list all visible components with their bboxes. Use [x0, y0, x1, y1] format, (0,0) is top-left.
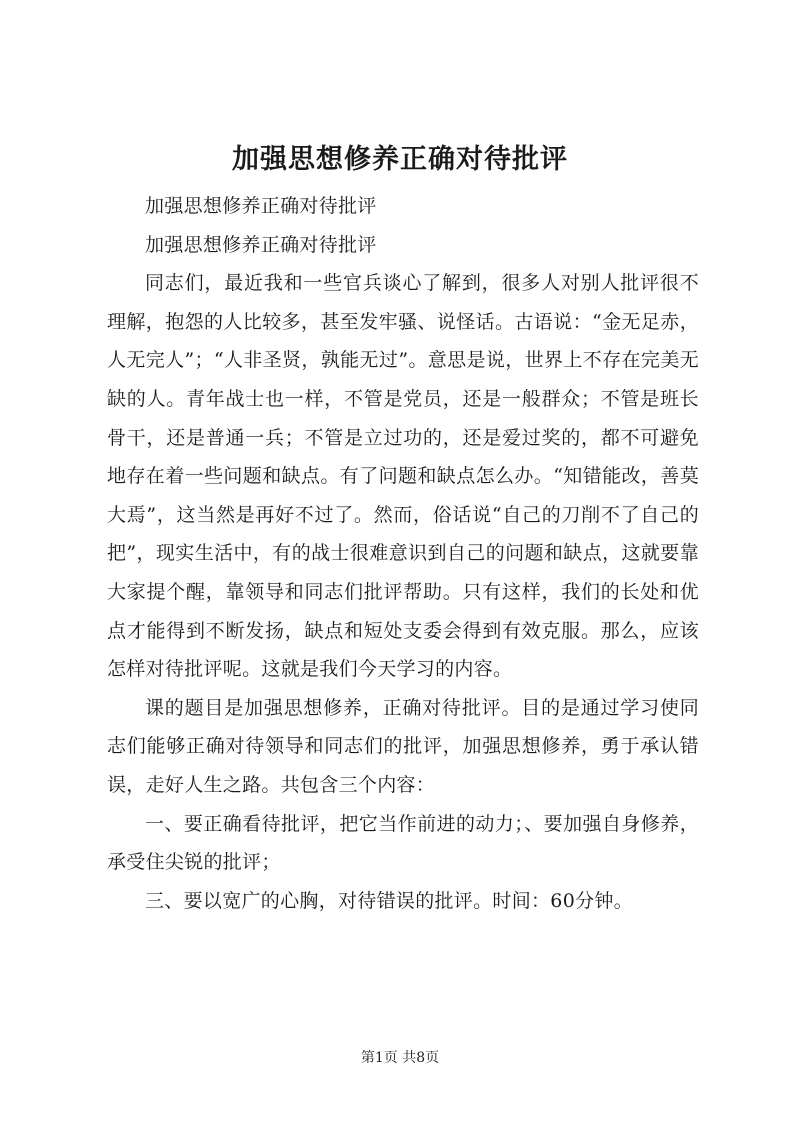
intro-paragraph: 同志们，最近我和一些官兵谈心了解到，很多人对别人批评很不理解，抱怨的人比较多，甚至发牢骚、说怪话。古语说：“金无足赤，人无完人”；“人非圣贤，孰能无过”。意思是说，世界上不存在完美无缺的人。青年战士也一样，不管是党员，还是一般群众；不管是班长骨干，还是普通一兵；不管是立过功的，还是爱过奖的，都不可避免地存在着一些问题和缺点。有了问题和缺点怎么办。“知错能改，善莫大焉”，这当然是再好不过了。然而，俗话说“自己的刀削不了自己的把”，现实生活中，有的战士很难意识到自己的问题和缺点，这就要靠大家提个醒，靠领导和同志们批评帮助。只有这样，我们的长处和优点才能得到不断发扬，缺点和短处支委会得到有效克服。那么，应该怎样对待批评呢。这就是我们今天学习的内容。: [107, 272, 699, 681]
subtitle-paragraph-repeat: 加强思想修养正确对待批评: [145, 233, 377, 256]
content-item-paragraph-final: 三、要以宽广的心胸，对待错误的批评。时间：60分钟。: [145, 889, 633, 912]
document-title: 加强思想修养正确对待批评: [232, 144, 568, 175]
lesson-topic-paragraph: 课的题目是加强思想修养，正确对待批评。目的是通过学习使同志们能够正确对待领导和同志们的批评，加强思想修养，勇于承认错误，走好人生之路。共包含三个内容：: [107, 696, 699, 796]
page-number-footer: 第1页 共8页: [360, 1050, 440, 1066]
subtitle-paragraph: 加强思想修养正确对待批评: [145, 195, 377, 217]
content-item-paragraph: 一、要正确看待批评，把它当作前进的动力；、要加强自身修养，承受住尖锐的批评；: [107, 812, 699, 874]
document-body: [107, 187, 699, 920]
